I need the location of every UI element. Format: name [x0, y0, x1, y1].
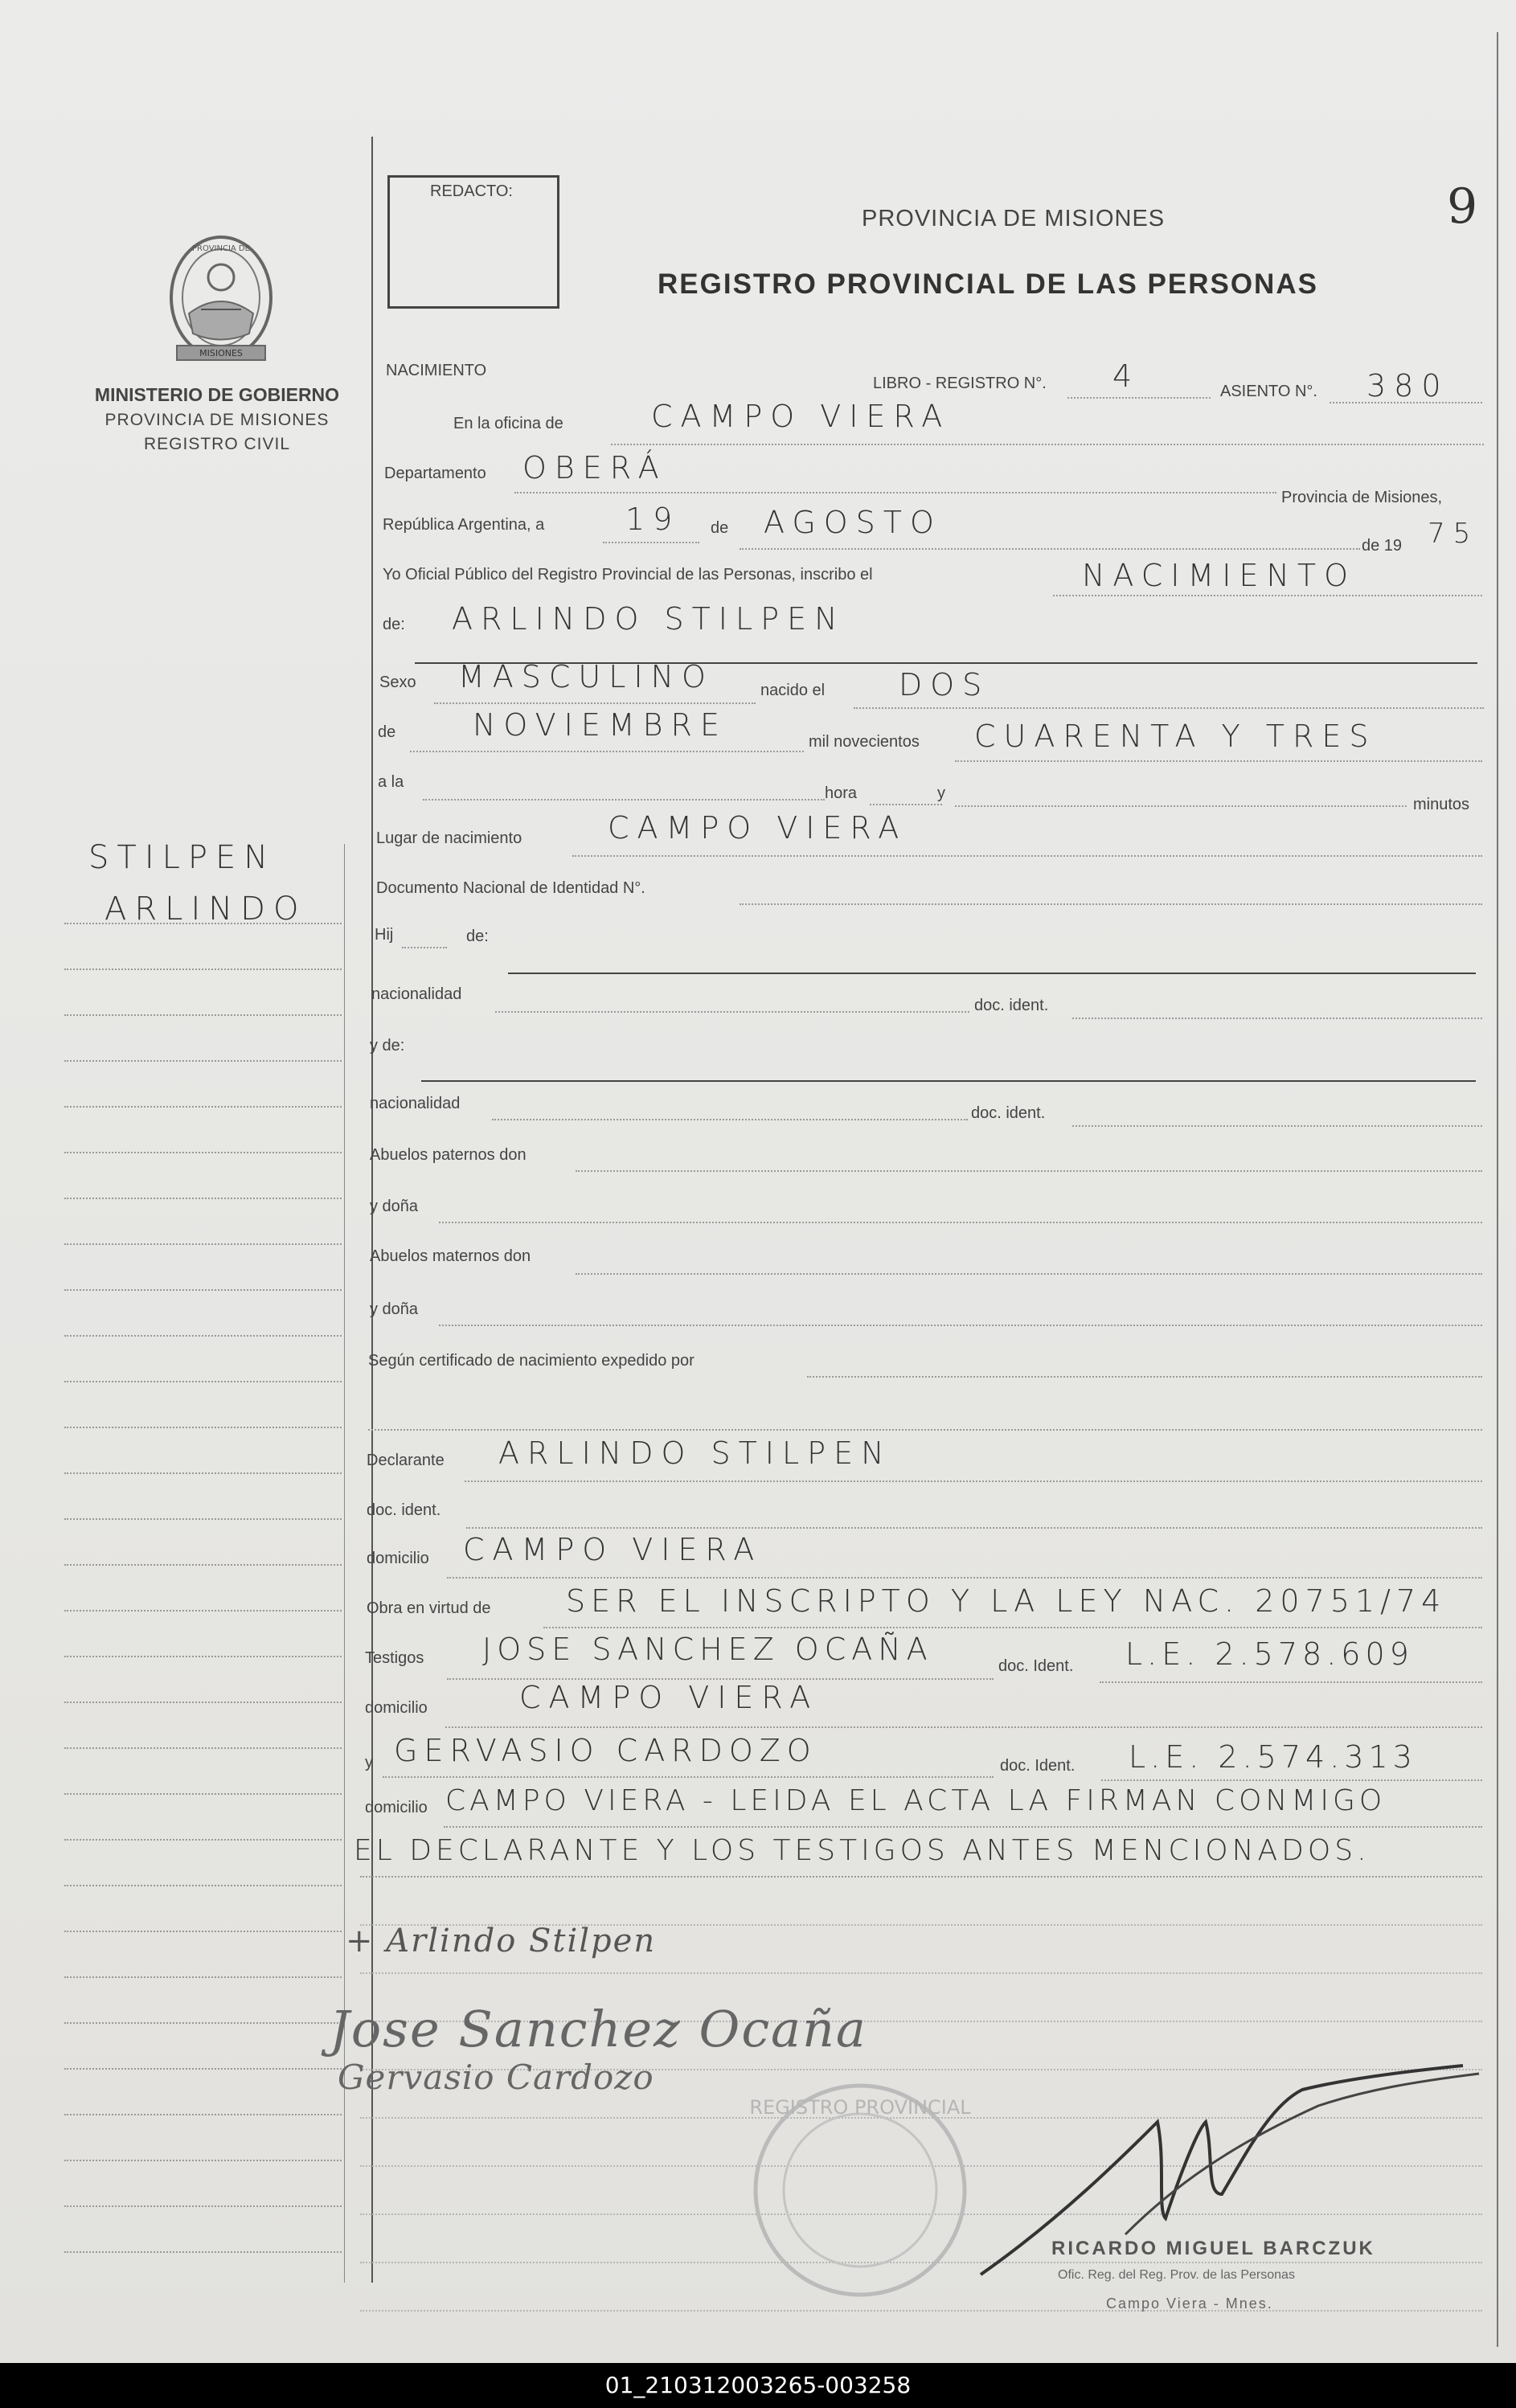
label-doc-ident-4: doc. Ident.: [998, 1657, 1074, 1675]
line-doc-ident-1: [1072, 1018, 1482, 1019]
label-domicilio-1: domicilio: [367, 1550, 429, 1567]
ministry-registry: REGISTRO CIVIL: [143, 435, 291, 453]
line-declarante: [465, 1480, 1482, 1482]
label-nacionalidad-1: nacionalidad: [371, 985, 462, 1003]
value-mes: AGOSTO: [764, 505, 942, 540]
line-minutos: [955, 805, 1407, 807]
value-asiento: 380: [1366, 368, 1449, 403]
province-title: PROVINCIA DE MISIONES: [862, 206, 1166, 231]
line-lugar: [572, 855, 1482, 857]
line-cierre: [360, 1876, 1482, 1878]
left-margin-guide-line: [64, 2251, 342, 2253]
line-hij: [402, 947, 447, 948]
registry-title: REGISTRO PROVINCIAL DE LAS PERSONAS: [658, 268, 1318, 300]
left-margin-guide-line: [64, 1564, 342, 1566]
left-margin-guide-line: [64, 1931, 342, 1932]
line-oficina: [611, 444, 1484, 445]
value-testigo-1: JOSE SANCHEZ OCAÑA: [482, 1632, 933, 1667]
label-abuelos-maternos: Abuelos maternos don: [370, 1247, 531, 1265]
label-provincia: Provincia de Misiones,: [1281, 489, 1443, 506]
line-domicilio-2: [445, 1726, 1482, 1728]
line-padre: [508, 973, 1476, 974]
label-nacimiento: NACIMIENTO: [386, 362, 487, 379]
line-segun-2: [368, 1429, 1482, 1431]
stamp-official-location: Campo Viera - Mnes.: [1106, 2295, 1273, 2312]
left-margin-guide-line: [64, 923, 342, 924]
left-margin-guide-line: [64, 2205, 342, 2207]
left-margin-guide-line: [64, 1976, 342, 1978]
ministry-province: PROVINCIA DE MISIONES: [104, 411, 330, 429]
left-margin-guide-line: [64, 1610, 342, 1611]
left-margin-guide-line: [64, 1656, 342, 1657]
value-dia: 19: [625, 502, 681, 537]
label-doc-ident-3: doc. ident.: [367, 1501, 441, 1519]
left-margin-guide-line: [64, 1839, 342, 1841]
label-documento: Documento Nacional de Identidad N°.: [376, 879, 645, 897]
label-departamento: Departamento: [384, 465, 486, 482]
left-margin-guide-line: [64, 1472, 342, 1474]
left-margin-guide-line: [64, 2114, 342, 2115]
label-y-minutos: y: [937, 784, 945, 802]
value-testigo-1-domicilio: CAMPO VIERA: [519, 1680, 819, 1715]
left-margin-guide-line: [64, 1702, 342, 1703]
line-nacido: [854, 707, 1484, 709]
label-testigos: Testigos: [365, 1649, 424, 1667]
label-doc-ident-2: doc. ident.: [971, 1104, 1046, 1122]
signature-testigo-2: Gervasio Cardozo: [338, 2058, 654, 2097]
label-obra: Obra en virtud de: [367, 1599, 491, 1617]
value-testigo-2-doc: L.E. 2.574.313: [1129, 1739, 1417, 1775]
line-obra: [543, 1627, 1482, 1628]
label-hij-de: de:: [466, 928, 489, 945]
value-libro: 4: [1112, 358, 1141, 394]
label-segun: Según certificado de nacimiento expedido por: [368, 1352, 694, 1370]
line-dona-2: [439, 1325, 1482, 1326]
label-de-19: de 19: [1362, 537, 1403, 555]
line-domicilio-3: [444, 1826, 1482, 1828]
signature-testigo-1: Jose Sanchez Ocaña: [330, 2000, 867, 2058]
label-nacionalidad-2: nacionalidad: [370, 1095, 461, 1112]
left-margin-guide-line: [64, 2068, 342, 2070]
value-lugar: CAMPO VIERA: [608, 810, 908, 846]
left-margin-guide-line: [64, 1152, 342, 1153]
label-de-mes: de: [711, 519, 729, 537]
value-departamento: OBERÁ: [522, 450, 667, 485]
label-yo-oficial: Yo Oficial Público del Registro Provincial de las Personas, inscribo el: [383, 566, 873, 584]
left-margin-guide-line: [64, 969, 342, 970]
left-margin-guide-line: [64, 1518, 342, 1520]
line-segun: [807, 1376, 1482, 1378]
label-asiento: ASIENTO N°.: [1220, 383, 1317, 400]
label-minutos: minutos: [1413, 796, 1470, 813]
label-a-la: a la: [378, 773, 404, 791]
seal-text-bottom: MISIONES: [199, 348, 243, 358]
ministry-block: [72, 384, 362, 454]
seal-text-top: PROVINCIA DE: [192, 244, 250, 253]
label-sexo: Sexo: [379, 674, 416, 691]
line-nacido-mes: [410, 751, 804, 752]
line-hora2: [870, 804, 942, 805]
label-abuelos-paternos: Abuelos paternos don: [370, 1146, 527, 1164]
line-madre: [421, 1080, 1476, 1082]
signature-guide-line: [360, 1972, 1482, 1974]
value-domicilio-declarante: CAMPO VIERA: [463, 1532, 763, 1567]
value-inscribo: NACIMIENTO: [1082, 558, 1357, 593]
label-hora: hora: [825, 784, 858, 802]
line-mes: [740, 548, 1360, 550]
line-nacionalidad-1: [495, 1011, 969, 1013]
left-margin-guide-line: [64, 1793, 342, 1795]
label-lugar: Lugar de nacimiento: [376, 829, 522, 847]
line-abuelos-paternos: [576, 1170, 1482, 1172]
label-hij: Hij: [375, 926, 394, 944]
label-republica: República Argentina, a: [383, 516, 545, 534]
label-y-dona-1: y doña: [370, 1198, 419, 1215]
label-domicilio-2: domicilio: [365, 1699, 428, 1717]
ministry-name: MINISTERIO DE GOBIERNO: [94, 384, 340, 405]
line-nacido-anio: [955, 760, 1482, 762]
line-abuelos-maternos: [576, 1273, 1482, 1275]
label-doc-ident-5: doc. Ident.: [1000, 1757, 1076, 1775]
label-declarante: Declarante: [367, 1452, 445, 1469]
stamp-official-title: Ofic. Reg. del Reg. Prov. de las Personas: [1058, 2268, 1295, 2282]
signature-guide-line: [360, 2310, 1482, 2312]
left-margin-guide-line: [64, 1747, 342, 1749]
line-doc-ident-5: [1101, 1779, 1482, 1781]
label-y-dona-2: y doña: [370, 1300, 419, 1318]
left-margin-guide-line: [64, 1289, 342, 1291]
redacto-box: [387, 175, 559, 309]
line-inscribo: [1053, 595, 1482, 596]
line-testigo-2: [383, 1776, 994, 1778]
redacto-label: REDACTO:: [430, 182, 513, 200]
left-margin-guide-line: [64, 1243, 342, 1245]
left-margin-guide-line: [64, 1427, 342, 1428]
value-nombre: ARLINDO STILPEN: [452, 601, 846, 637]
value-testigo-2: GERVASIO CARDOZO: [394, 1733, 817, 1768]
label-nacido-el: nacido el: [760, 682, 826, 699]
value-nacido-anio: CUARENTA Y TRES: [974, 719, 1377, 754]
value-sexo: MASCULINO: [458, 659, 714, 694]
left-margin-guide-line: [64, 1198, 342, 1199]
value-oficina: CAMPO VIERA: [651, 399, 951, 434]
left-margin-guide-line: [64, 1335, 342, 1337]
label-doc-ident-1: doc. ident.: [974, 997, 1049, 1014]
stamp-official-name: RICARDO MIGUEL BARCZUK: [1051, 2238, 1375, 2259]
left-margin-guide-line: [64, 1381, 342, 1382]
line-nacionalidad-2: [492, 1119, 968, 1120]
line-hora: [423, 799, 825, 801]
label-y-testigo-2: y: [365, 1754, 373, 1771]
line-sexo: [434, 702, 756, 704]
value-cierre: EL DECLARANTE Y LOS TESTIGOS ANTES MENCIONADOS.: [354, 1834, 1371, 1867]
line-departamento: [514, 492, 1276, 493]
coat-of-arms-icon: [161, 233, 281, 374]
line-doc-ident-2: [1072, 1125, 1482, 1127]
right-border-line: [1497, 32, 1498, 2347]
round-stamp-text: REGISTRO PROVINCIAL: [749, 2096, 971, 2119]
line-doc-ident-4: [1100, 1681, 1482, 1683]
margin-note-firstname: ARLINDO: [104, 891, 307, 928]
round-stamp: [740, 2074, 981, 2307]
footer-image-id: 01_210312003265-003258: [0, 2363, 1516, 2408]
line-doc-ident-3: [466, 1527, 1482, 1529]
value-testigo-1-doc: L.E. 2.578.609: [1125, 1636, 1414, 1672]
line-domicilio-1: [447, 1577, 1482, 1579]
left-margin-guide-line: [64, 1014, 342, 1016]
line-documento: [740, 903, 1482, 905]
label-y-de: y de:: [370, 1037, 405, 1055]
left-margin-guide-line: [64, 1106, 342, 1108]
left-margin-guide-line: [64, 2160, 342, 2161]
signature-declarante: + Arlindo Stilpen: [346, 1923, 657, 1960]
value-obra: SER EL INSCRIPTO Y LA LEY NAC. 20751/74: [566, 1583, 1447, 1619]
line-dia: [603, 542, 699, 543]
label-de-nacido-mes: de: [378, 723, 396, 741]
label-libro: LIBRO - REGISTRO N°.: [873, 375, 1047, 392]
value-declarante: ARLINDO STILPEN: [498, 1435, 892, 1471]
label-mil-novecientos: mil novecientos: [809, 733, 920, 751]
left-margin-guide-line: [64, 2022, 342, 2024]
line-libro: [1067, 397, 1211, 399]
line-dona-1: [439, 1222, 1482, 1223]
margin-note-surname: STILPEN: [88, 839, 277, 876]
page-number: 9: [1447, 178, 1478, 235]
left-margin-guide-line: [64, 1060, 342, 1062]
value-nacido-dia: DOS: [899, 667, 990, 702]
left-margin-guide-line: [64, 1885, 342, 1886]
value-nacido-mes: NOVIEMBRE: [473, 707, 727, 743]
value-anio: 75: [1428, 518, 1479, 550]
label-de-nombre: de:: [383, 616, 405, 633]
label-oficina: En la oficina de: [453, 415, 563, 432]
label-domicilio-3: domicilio: [365, 1799, 428, 1816]
value-domicilio-final: CAMPO VIERA - LEIDA EL ACTA LA FIRMAN CONMIGO: [445, 1784, 1387, 1817]
